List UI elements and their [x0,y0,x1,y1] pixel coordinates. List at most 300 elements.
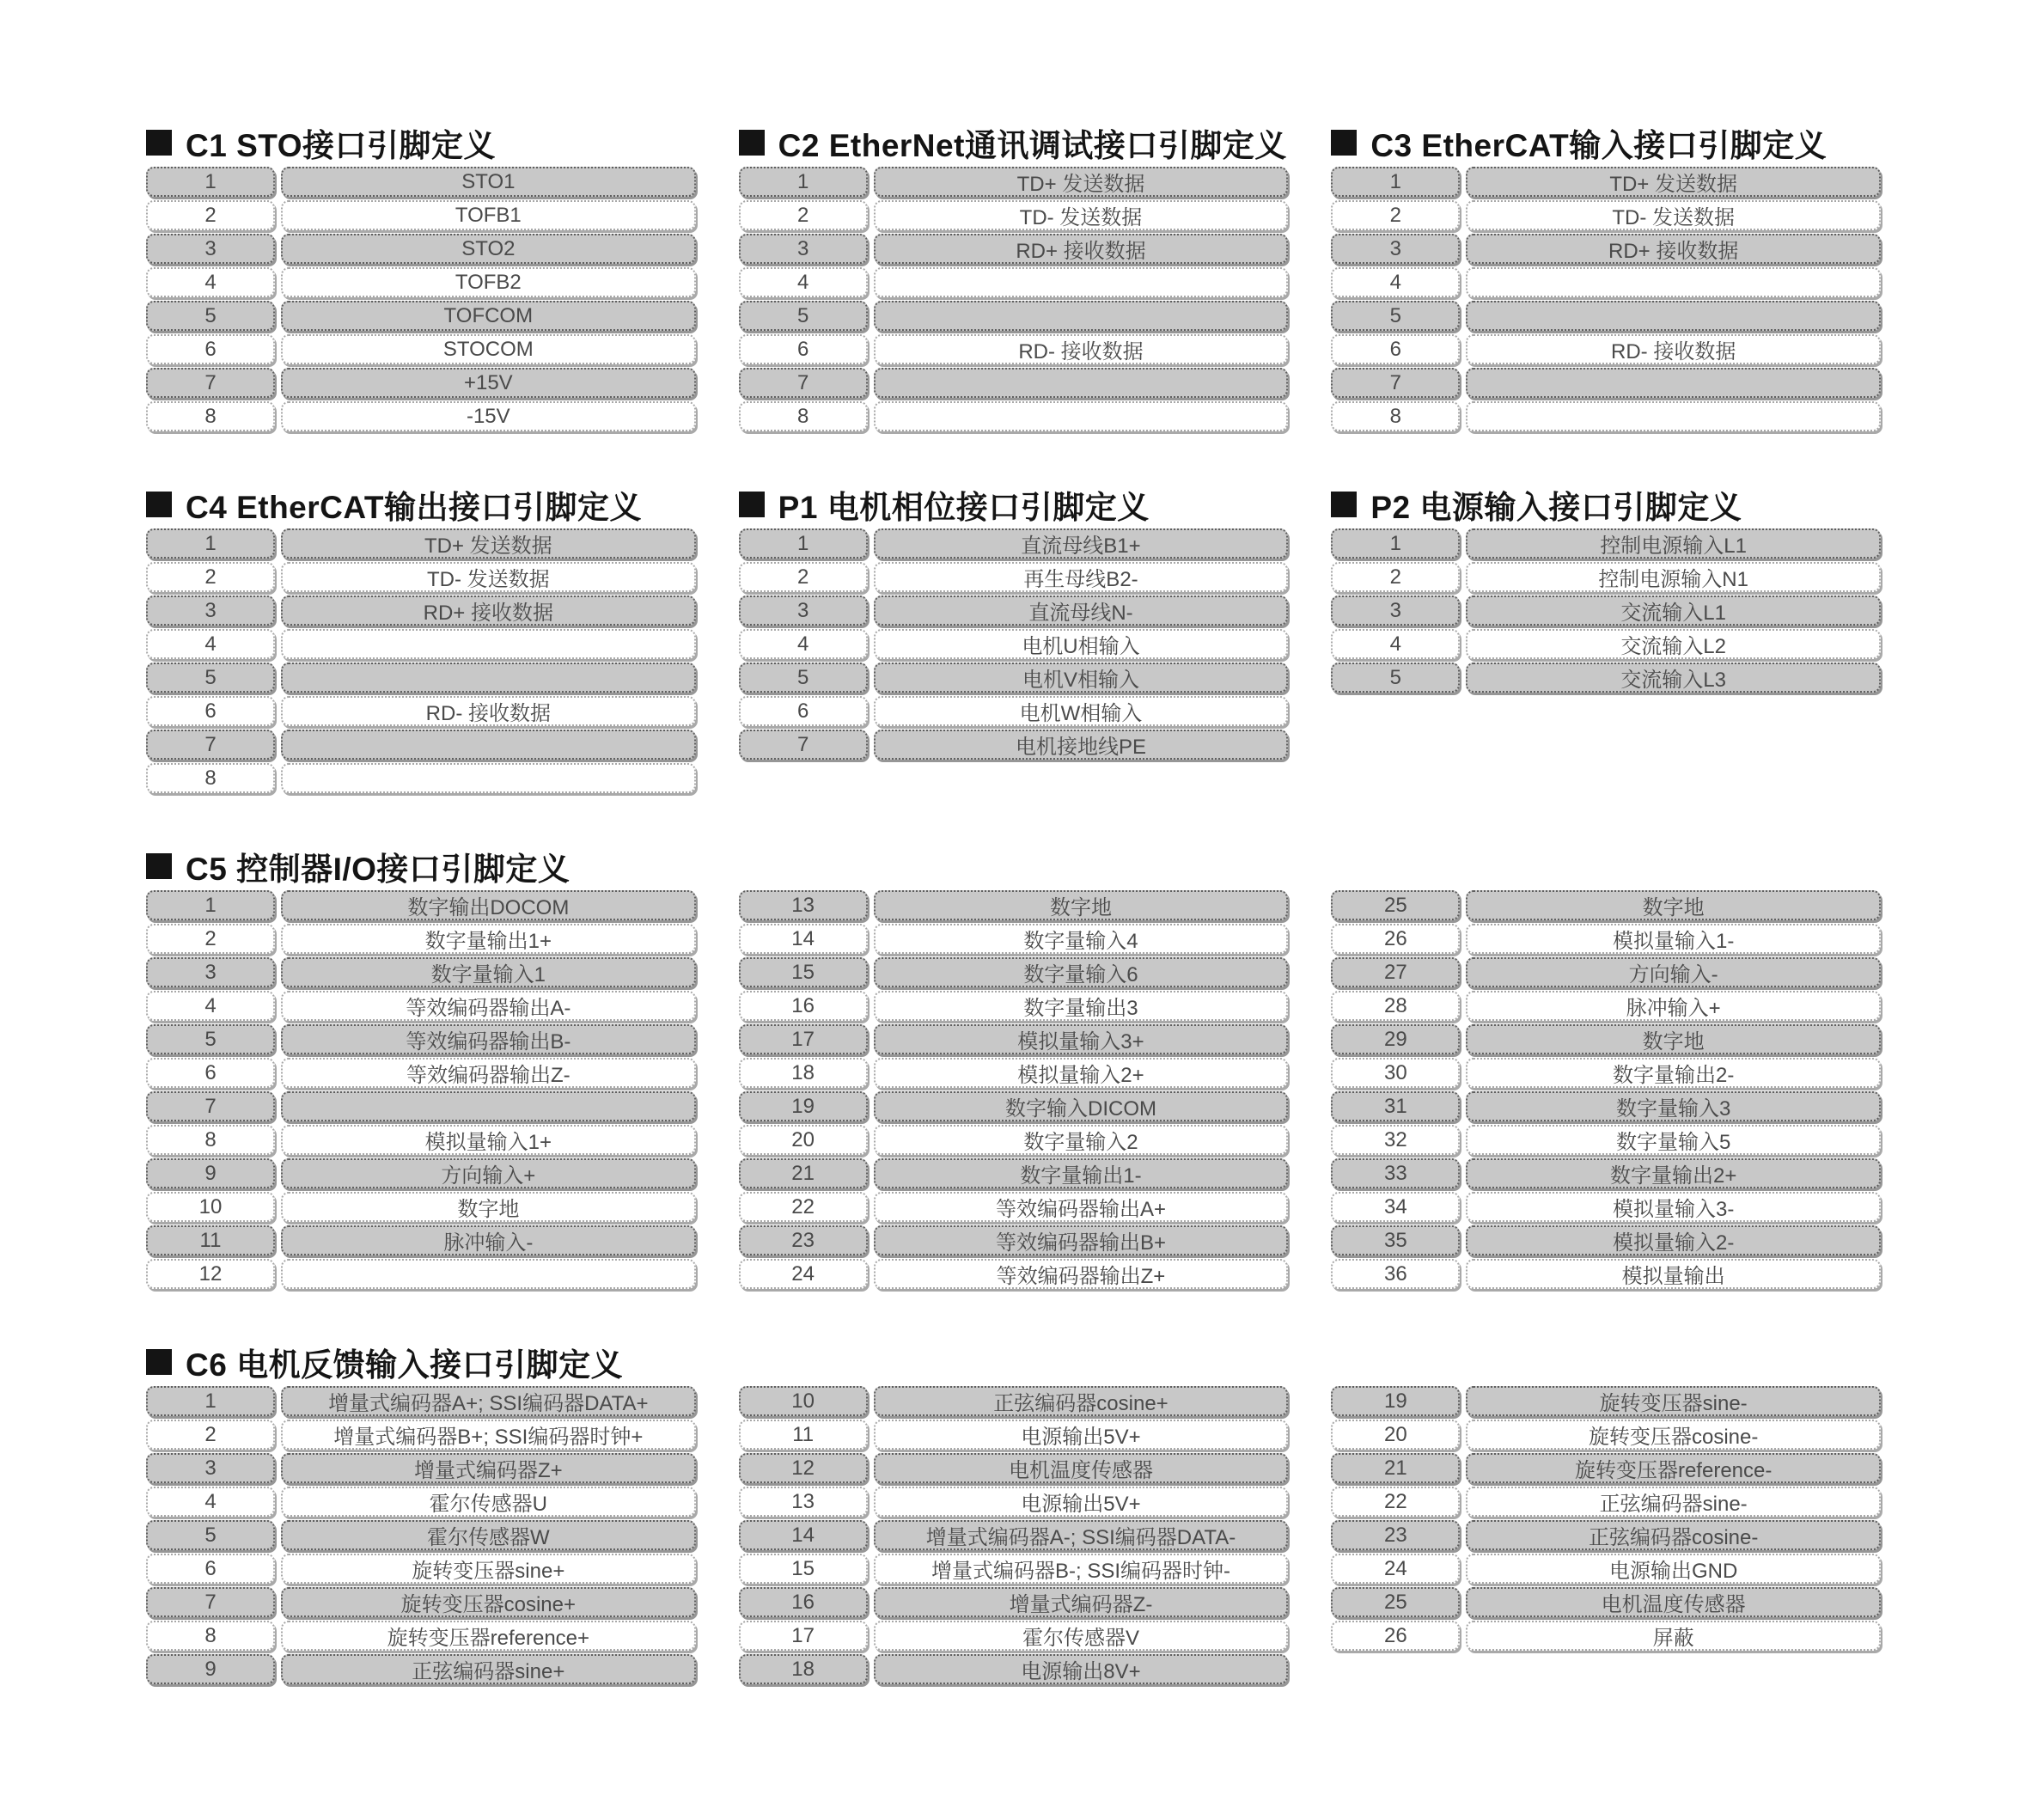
pin-number-cell: 2 [146,924,275,954]
pin-number-cell: 7 [739,368,868,398]
table-row [1331,1259,1881,1289]
table-row [1331,1192,1881,1222]
pin-description-cell: 数字输入DICOM [874,1091,1289,1121]
pin-number-cell: 6 [146,696,275,726]
pin-description-cell: 数字地 [281,1192,696,1222]
pin-number-cell: 1 [146,1386,275,1416]
table-row [739,1091,1289,1121]
pin-number-cell: 1 [1331,528,1460,559]
pin-description-cell: 数字量输入1 [281,957,696,987]
pin-number-cell: 25 [1331,1587,1460,1617]
pin-description-cell: TD- 发送数据 [281,562,696,592]
section-bullet-square-icon [739,492,765,517]
pin-description-cell: RD- 接收数据 [281,696,696,726]
pin-description-cell: RD- 接收数据 [874,334,1289,364]
table-row [1331,200,1881,230]
pin-number-cell: 1 [146,528,275,559]
pin-number-cell: 31 [1331,1091,1460,1121]
pin-description-cell: 电机W相输入 [874,696,1289,726]
table-row [739,301,1289,331]
pin-number-cell: 2 [146,1420,275,1450]
pin-description-cell: RD+ 接收数据 [281,595,696,626]
table-row [146,595,696,626]
table-row [146,562,696,592]
pin-number-cell: 4 [739,629,868,659]
pin-number-cell: 11 [146,1225,275,1255]
pin-description-cell: 数字地 [874,890,1289,920]
pin-description-cell: 数字量输入6 [874,957,1289,987]
pin-number-cell: 5 [146,1024,275,1054]
section-bullet-square-icon [146,130,172,156]
table-row [1331,1487,1881,1517]
pin-number-cell: 1 [739,528,868,559]
pin-description-cell [874,401,1289,431]
pin-number-cell: 21 [1331,1453,1460,1483]
pin-number-cell: 4 [146,629,275,659]
pin-number-cell: 13 [739,890,868,920]
pin-description-cell: RD+ 接收数据 [1466,234,1881,264]
table-row [739,595,1289,626]
pin-description-cell [874,267,1289,297]
pin-description-cell [1466,301,1881,331]
table-row [739,528,1289,559]
table-row [1331,368,1881,398]
pin-number-cell: 2 [739,200,868,230]
pin-section [146,125,696,431]
section-bullet-square-icon [146,853,172,879]
pin-description-cell: 电机温度传感器 [874,1453,1289,1483]
table-row [739,924,1289,954]
pin-number-cell: 18 [739,1654,868,1684]
pin-description-cell: 旋转变压器cosine+ [281,1587,696,1617]
section-title [1331,487,1881,525]
table-row [146,1259,696,1289]
table-row [739,234,1289,264]
pin-description-cell [281,763,696,793]
pin-number-cell: 6 [739,696,868,726]
table-row [739,1024,1289,1054]
pin-description-cell: 控制电源输入N1 [1466,562,1881,592]
pin-number-cell: 3 [146,957,275,987]
pin-number-cell: 6 [1331,334,1460,364]
pin-description-cell: 电源输出GND [1466,1554,1881,1584]
pin-number-cell: 26 [1331,1621,1460,1651]
table-band-2 [146,487,1881,793]
pin-description-cell: 正弦编码器sine- [1466,1487,1881,1517]
table-row [1331,1091,1881,1121]
pin-number-cell: 20 [1331,1420,1460,1450]
pin-number-cell: 22 [1331,1487,1460,1517]
pin-description-cell: 模拟量输出 [1466,1259,1881,1289]
table-row [1331,890,1881,920]
pin-description-cell: TD+ 发送数据 [1466,167,1881,197]
section-title-text: C4 EtherCAT输出接口引脚定义 [186,490,642,525]
pin-number-cell: 4 [146,1487,275,1517]
pin-description-cell: 数字量输入4 [874,924,1289,954]
pin-description-cell: 交流输入L2 [1466,629,1881,659]
table-row [146,234,696,264]
table-row [739,200,1289,230]
pin-description-cell: 等效编码器输出Z+ [874,1259,1289,1289]
pin-description-cell: 数字量输出2+ [1466,1158,1881,1188]
table-row [1331,334,1881,364]
pin-description-cell: +15V [281,368,696,398]
table-row [146,696,696,726]
section-title [146,849,696,887]
table-row [146,167,696,197]
table-row [1331,401,1881,431]
pin-section [739,849,1289,1289]
pin-description-cell: 旋转变压器sine+ [281,1554,696,1584]
section-bullet-square-icon [146,492,172,517]
pin-number-cell: 10 [146,1192,275,1222]
table-row [739,1158,1289,1188]
pin-number-cell: 5 [1331,663,1460,693]
table-row [1331,562,1881,592]
table-row [739,696,1289,726]
table-row [146,267,696,297]
table-row [739,1520,1289,1550]
pin-number-cell: 16 [739,1587,868,1617]
pin-number-cell: 6 [146,1554,275,1584]
pin-number-cell: 3 [739,595,868,626]
pin-number-cell: 3 [1331,234,1460,264]
pin-section [739,487,1289,793]
table-row [739,1453,1289,1483]
pin-description-cell: 等效编码器输出B+ [874,1225,1289,1255]
table-row [739,890,1289,920]
pin-number-cell: 19 [739,1091,868,1121]
pin-description-cell: 电机U相输入 [874,629,1289,659]
table-row [739,1259,1289,1289]
pin-description-cell: RD+ 接收数据 [874,234,1289,264]
pin-number-cell: 11 [739,1420,868,1450]
pin-description-cell: 电源输出8V+ [874,1654,1289,1684]
pin-number-cell: 5 [739,301,868,331]
table-row [1331,1386,1881,1416]
pin-description-cell: 数字量输出1- [874,1158,1289,1188]
table-row [739,1554,1289,1584]
pin-number-cell: 30 [1331,1058,1460,1088]
section-title-text: C1 STO接口引脚定义 [186,128,496,163]
table-row [1331,1621,1881,1651]
table-row [1331,1158,1881,1188]
pin-number-cell: 7 [739,730,868,760]
pin-section [146,1345,696,1684]
table-row [146,528,696,559]
table-row [739,368,1289,398]
table-band-4 [146,1345,1881,1684]
table-row [1331,663,1881,693]
table-row [739,167,1289,197]
pin-number-cell: 2 [146,200,275,230]
pin-description-cell: 霍尔传感器U [281,1487,696,1517]
pin-description-cell [874,301,1289,331]
table-row [146,200,696,230]
pin-number-cell: 5 [146,663,275,693]
pin-description-cell: TOFB2 [281,267,696,297]
table-row [146,991,696,1021]
pin-description-cell: 脉冲输入+ [1466,991,1881,1021]
pin-number-cell: 8 [146,401,275,431]
pin-number-cell: 26 [1331,924,1460,954]
pin-table [146,528,696,793]
pin-description-cell: 等效编码器输出Z- [281,1058,696,1088]
pin-description-cell: TD- 发送数据 [874,200,1289,230]
pin-number-cell: 7 [146,1587,275,1617]
table-row [146,924,696,954]
pin-number-cell: 16 [739,991,868,1021]
pin-number-cell: 6 [739,334,868,364]
pin-description-cell: 增量式编码器B-; SSI编码器时钟- [874,1554,1289,1584]
pin-description-cell: 旋转变压器reference+ [281,1621,696,1651]
table-row [146,1158,696,1188]
pin-description-cell [281,663,696,693]
table-row [146,1058,696,1088]
pin-table [1331,528,1881,693]
table-row [739,629,1289,659]
pin-table [146,1386,696,1684]
pin-description-cell: 数字量输出1+ [281,924,696,954]
pin-number-cell: 5 [146,1520,275,1550]
pin-description-cell: 模拟量输入2+ [874,1058,1289,1088]
pin-table [739,890,1289,1289]
table-row [739,1125,1289,1155]
pin-number-cell: 7 [146,368,275,398]
pin-number-cell: 10 [739,1386,868,1416]
pin-description-cell: 控制电源输入L1 [1466,528,1881,559]
table-row [1331,1587,1881,1617]
table-row [739,401,1289,431]
pin-description-cell: 直流母线N- [874,595,1289,626]
pin-description-cell [1466,267,1881,297]
table-row [1331,924,1881,954]
section-title [146,1345,696,1383]
pin-description-cell: TOFCOM [281,301,696,331]
pin-table [739,167,1289,431]
section-title [739,487,1289,525]
table-row [146,1554,696,1584]
table-row [146,368,696,398]
pin-section [146,849,696,1289]
table-row [1331,957,1881,987]
pin-description-cell: 数字输出DOCOM [281,890,696,920]
pin-description-cell: 增量式编码器Z+ [281,1453,696,1483]
table-row [1331,528,1881,559]
pin-number-cell: 33 [1331,1158,1460,1188]
table-row [739,663,1289,693]
pin-number-cell: 4 [146,991,275,1021]
pin-description-cell [1466,401,1881,431]
section-title [146,125,696,163]
pin-number-cell: 12 [146,1259,275,1289]
pin-table [1331,167,1881,431]
pin-description-cell: 模拟量输入3+ [874,1024,1289,1054]
pin-description-cell: 电机温度传感器 [1466,1587,1881,1617]
table-row [1331,629,1881,659]
pin-description-cell: 方向输入+ [281,1158,696,1188]
pin-number-cell: 5 [146,301,275,331]
pin-description-cell: 旋转变压器sine- [1466,1386,1881,1416]
table-row [739,1386,1289,1416]
pin-description-cell: 交流输入L3 [1466,663,1881,693]
pin-number-cell: 23 [739,1225,868,1255]
pin-description-cell: 等效编码器输出A+ [874,1192,1289,1222]
table-row [1331,991,1881,1021]
pin-number-cell: 35 [1331,1225,1460,1255]
section-title-text: P2 电源输入接口引脚定义 [1370,490,1742,525]
pin-number-cell: 8 [146,763,275,793]
pin-number-cell: 3 [739,234,868,264]
pin-description-cell [281,1259,696,1289]
pin-description-cell: STO2 [281,234,696,264]
pin-number-cell: 1 [146,890,275,920]
section-bullet-square-icon [1331,492,1357,517]
table-row [146,1386,696,1416]
pin-number-cell: 28 [1331,991,1460,1021]
table-row [146,1487,696,1517]
table-row [146,1091,696,1121]
pin-number-cell: 7 [146,1091,275,1121]
section-title-text: P1 电机相位接口引脚定义 [778,490,1150,525]
pin-description-cell: 模拟量输入3- [1466,1192,1881,1222]
pin-description-cell: 增量式编码器Z- [874,1587,1289,1617]
pin-description-cell: -15V [281,401,696,431]
pin-number-cell: 29 [1331,1024,1460,1054]
pin-description-cell: 旋转变压器reference- [1466,1453,1881,1483]
pin-number-cell: 2 [1331,562,1460,592]
pin-description-cell: 数字量输出3 [874,991,1289,1021]
pin-description-cell: 等效编码器输出B- [281,1024,696,1054]
table-row [146,301,696,331]
table-row [739,562,1289,592]
pin-number-cell: 8 [1331,401,1460,431]
pin-number-cell: 3 [146,234,275,264]
pin-number-cell: 3 [1331,595,1460,626]
table-row [739,1192,1289,1222]
table-row [146,1654,696,1684]
pin-description-cell [281,730,696,760]
pin-description-cell: 数字量输入3 [1466,1091,1881,1121]
pin-number-cell: 4 [1331,629,1460,659]
pin-number-cell: 24 [1331,1554,1460,1584]
section-title [739,125,1289,163]
pin-description-cell: 等效编码器输出A- [281,991,696,1021]
section-bullet-square-icon [739,130,765,156]
table-band-3 [146,849,1881,1289]
pin-description-cell: 霍尔传感器W [281,1520,696,1550]
pin-number-cell: 20 [739,1125,868,1155]
section-title [1331,125,1881,163]
pin-description-cell: 模拟量输入1- [1466,924,1881,954]
pin-description-cell: 屏蔽 [1466,1621,1881,1651]
pin-description-cell: 直流母线B1+ [874,528,1289,559]
section-bullet-square-icon [146,1349,172,1375]
table-row [146,1125,696,1155]
pin-description-cell: 电源输出5V+ [874,1420,1289,1450]
pin-description-cell: 模拟量输入1+ [281,1125,696,1155]
table-row [1331,1453,1881,1483]
pin-number-cell: 8 [146,1621,275,1651]
table-row [146,334,696,364]
table-row [146,1420,696,1450]
table-row [1331,267,1881,297]
pin-description-cell: 再生母线B2- [874,562,1289,592]
pin-description-cell: 增量式编码器A+; SSI编码器DATA+ [281,1386,696,1416]
pin-description-cell: 数字量输入5 [1466,1125,1881,1155]
table-row [146,1621,696,1651]
table-row [1331,234,1881,264]
table-row [1331,1225,1881,1255]
section-title-text: C2 EtherNet通讯调试接口引脚定义 [778,128,1287,163]
pin-description-cell: TD+ 发送数据 [281,528,696,559]
pin-number-cell: 2 [739,562,868,592]
pin-description-cell [281,1091,696,1121]
pin-description-cell: 正弦编码器cosine- [1466,1520,1881,1550]
table-row [1331,301,1881,331]
pin-section [1331,849,1881,1289]
pin-number-cell: 19 [1331,1386,1460,1416]
pin-description-cell: STO1 [281,167,696,197]
pin-number-cell: 18 [739,1058,868,1088]
pin-number-cell: 17 [739,1024,868,1054]
pin-description-cell: TD+ 发送数据 [874,167,1289,197]
pin-number-cell: 21 [739,1158,868,1188]
section-bullet-square-icon [1331,130,1357,156]
table-row [146,1192,696,1222]
table-row [146,1024,696,1054]
table-row [1331,167,1881,197]
pin-description-cell: 数字量输出2- [1466,1058,1881,1088]
pin-description-cell: 电机接地线PE [874,730,1289,760]
pin-description-cell: 电源输出5V+ [874,1487,1289,1517]
pin-description-cell: 数字地 [1466,890,1881,920]
table-row [146,890,696,920]
table-row [146,1520,696,1550]
table-row [146,730,696,760]
pin-description-cell: STOCOM [281,334,696,364]
pin-section [1331,125,1881,431]
table-row [146,1587,696,1617]
pin-number-cell: 4 [146,267,275,297]
pin-section [146,487,696,793]
section-title-text: C3 EtherCAT输入接口引脚定义 [1370,128,1827,163]
section-title-text: C5 控制器I/O接口引脚定义 [186,852,571,887]
pin-section [1331,487,1881,793]
pin-table [146,167,696,431]
pin-table [1331,1386,1881,1651]
pin-number-cell: 32 [1331,1125,1460,1155]
pin-number-cell: 17 [739,1621,868,1651]
table-row [1331,595,1881,626]
table-row [1331,1058,1881,1088]
table-row [739,1420,1289,1450]
table-row [739,1621,1289,1651]
pin-table [1331,890,1881,1289]
table-row [146,1453,696,1483]
pin-description-cell: 电机V相输入 [874,663,1289,693]
pin-number-cell: 9 [146,1654,275,1684]
pin-number-cell: 13 [739,1487,868,1517]
pin-number-cell: 2 [146,562,275,592]
pin-number-cell: 34 [1331,1192,1460,1222]
pin-number-cell: 25 [1331,890,1460,920]
table-row [1331,1024,1881,1054]
pin-description-cell [1466,368,1881,398]
table-row [146,629,696,659]
pin-section [1331,1345,1881,1684]
table-band-1 [146,125,1881,431]
